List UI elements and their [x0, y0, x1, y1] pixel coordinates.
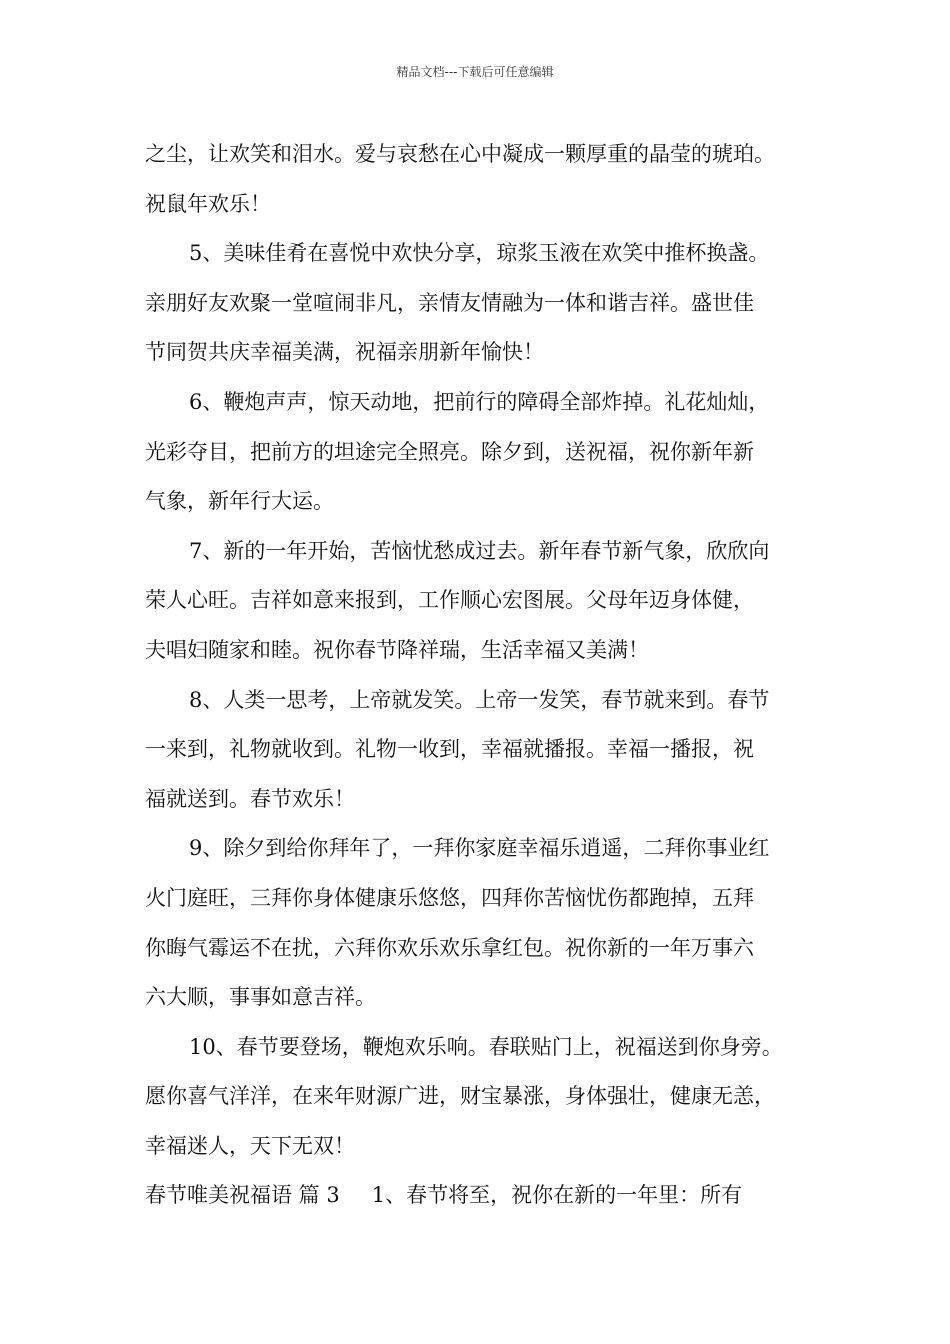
section-first-line: 1、春节将至，祝你在新的一年里：所有 — [371, 1183, 743, 1208]
paragraph-line: 你晦气霉运不在扰，六拜你欢乐欢乐拿红包。祝你新的一年万事六 — [145, 935, 754, 960]
paragraph-line: 六大顺，事事如意吉祥。 — [145, 985, 376, 1010]
paragraph-line: 夫唱妇随家和睦。祝你春节降祥瑞，生活幸福又美满！ — [145, 637, 649, 662]
document-body — [145, 130, 815, 1221]
paragraph-line: 8、人类一思考，上帝就发笑。上帝一发笑，春节就来到。春节 — [189, 687, 770, 712]
paragraph-line: 6、鞭炮声声，惊天动地，把前行的障碍全部炸掉。礼花灿灿， — [189, 389, 770, 414]
paragraph-line: 气象，新年行大运。 — [145, 489, 334, 514]
paragraph-line: 愿你喜气洋洋，在来年财源广进，财宝暴涨，身体强壮，健康无恙， — [145, 1084, 775, 1109]
paragraph-line: 5、美味佳肴在喜悦中欢快分享，琼浆玉液在欢笑中推杯换盏。 — [189, 241, 770, 266]
page-header: 精品文档---下载后可任意编辑 — [396, 65, 554, 79]
paragraph-line: 光彩夺目，把前方的坦途完全照亮。除夕到，送祝福，祝你新年新 — [145, 439, 754, 464]
paragraph-line: 亲朋好友欢聚一堂喧闹非凡，亲情友情融为一体和谐吉祥。盛世佳 — [145, 290, 754, 315]
section-heading-line — [145, 1171, 815, 1221]
paragraph-line: 荣人心旺。吉祥如意来报到，工作顺心宏图展。父母年迈身体健， — [145, 588, 754, 613]
paragraph-line: 9、除夕到给你拜年了，一拜你家庭幸福乐逍遥，二拜你事业红 — [189, 836, 770, 861]
paragraph-line: 祝鼠年欢乐！ — [145, 191, 271, 216]
paragraph-line: 幸福迷人，天下无双！ — [145, 1133, 355, 1158]
paragraph-line: 火门庭旺，三拜你身体健康乐悠悠，四拜你苦恼忧伤都跑掉，五拜 — [145, 885, 754, 910]
paragraph-line: 一来到，礼物就收到。礼物一收到，幸福就播报。幸福一播报，祝 — [145, 737, 754, 762]
paragraph-line: 10、春节要登场，鞭炮欢乐响。春联贴门上，祝福送到你身旁。 — [189, 1034, 783, 1059]
paragraph-line: 之尘，让欢笑和泪水。爱与哀愁在心中凝成一颗厚重的晶莹的琥珀。 — [145, 142, 775, 166]
paragraph-line: 节同贺共庆幸福美满，祝福亲朋新年愉快！ — [145, 340, 544, 365]
section-title: 春节唯美祝福语 篇 3 — [145, 1183, 340, 1208]
paragraph-line: 福就送到。春节欢乐！ — [145, 786, 355, 811]
paragraph-line: 7、新的一年开始，苦恼忧愁成过去。新年春节新气象，欣欣向 — [189, 538, 770, 563]
